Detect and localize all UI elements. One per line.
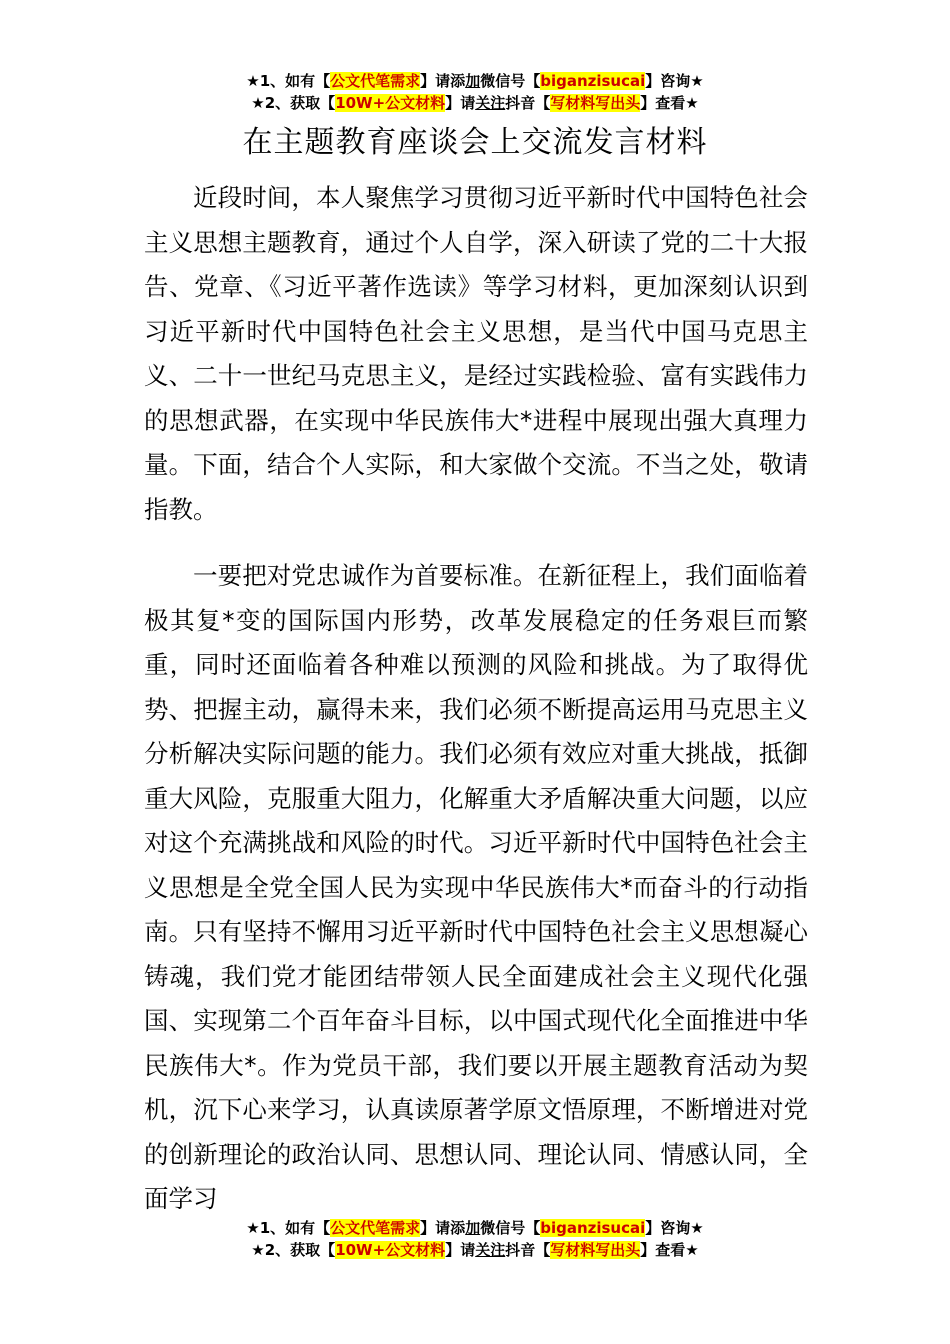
promo-line-2: ★2、获取【10W+公文材料】请关注抖音【写材料写出头】查看★ xyxy=(251,94,699,112)
promo-line-1: ★1、如有【公文代笔需求】请添加微信号【biganzisucai】咨询★ xyxy=(246,72,704,90)
highlight-materials: 10W+公文材料 xyxy=(335,94,446,112)
highlight-douyin-account: 写材料写出头 xyxy=(550,1241,641,1259)
promo-line-1: ★1、如有【公文代笔需求】请添加微信号【biganzisucai】咨询★ xyxy=(246,1219,704,1237)
document-body xyxy=(144,176,808,1222)
highlight-wechat-id: biganzisucai xyxy=(540,72,646,90)
header-promo-banner xyxy=(0,70,950,114)
paragraph-loyalty: 一要把对党忠诚作为首要标准。在新征程上，我们面临着极其复*变的国际国内形势，改革发展稳定的任务艰巨而繁重，同时还面临着各种难以预测的风险和挑战。为了取得优势、把握主动，赢得未来，我们必须不断提高运用马克思主义分析解决实际问题的能力。我们必须有效应对重大挑战，抵御重大风险，克服重大阻力，化解重大矛盾解决重大问题，以应对这个充满挑战和风险的时代。习近平新时代中国特色社会主义思想是全党全国人民为实现中华民族伟大*而奋斗的行动指南。只有坚持不懈用习近平新时代中国特色社会主义思想凝心铸魂，我们党才能团结带领人民全面建成社会主义现代化强国、实现第二个百年奋斗目标，以中国式现代化全面推进中华民族伟大*。作为党员干部，我们要以开展主题教育活动为契机，沉下心来学习，认真读原著学原文悟原理，不断增进对党的创新理论的政治认同、思想认同、理论认同、情感认同，全面学习 xyxy=(144,561,808,1213)
highlight-service: 公文代笔需求 xyxy=(330,72,421,90)
footer-promo-banner xyxy=(0,1217,950,1261)
highlight-douyin-account: 写材料写出头 xyxy=(550,94,641,112)
highlight-materials: 10W+公文材料 xyxy=(335,1241,446,1259)
promo-line-2: ★2、获取【10W+公文材料】请关注抖音【写材料写出头】查看★ xyxy=(251,1241,699,1259)
paragraph-intro: 近段时间，本人聚焦学习贯彻习近平新时代中国特色社会主义思想主题教育，通过个人自学，深入研读了党的二十大报告、党章、《习近平著作选读》等学习材料，更加深刻认识到习近平新时代中国特色社会主义思想，是当代中国马克思主义、二十一世纪马克思主义，是经过实践检验、富有实践伟力的思想武器，在实现中华民族伟大*进程中展现出强大真理力量。下面，结合个人实际，和大家做个交流。不当之处，敬请指教。 xyxy=(144,183,808,524)
highlight-wechat-id: biganzisucai xyxy=(540,1219,646,1237)
document-title: 在主题教育座谈会上交流发言材料 xyxy=(242,125,708,160)
highlight-service: 公文代笔需求 xyxy=(330,1219,421,1237)
